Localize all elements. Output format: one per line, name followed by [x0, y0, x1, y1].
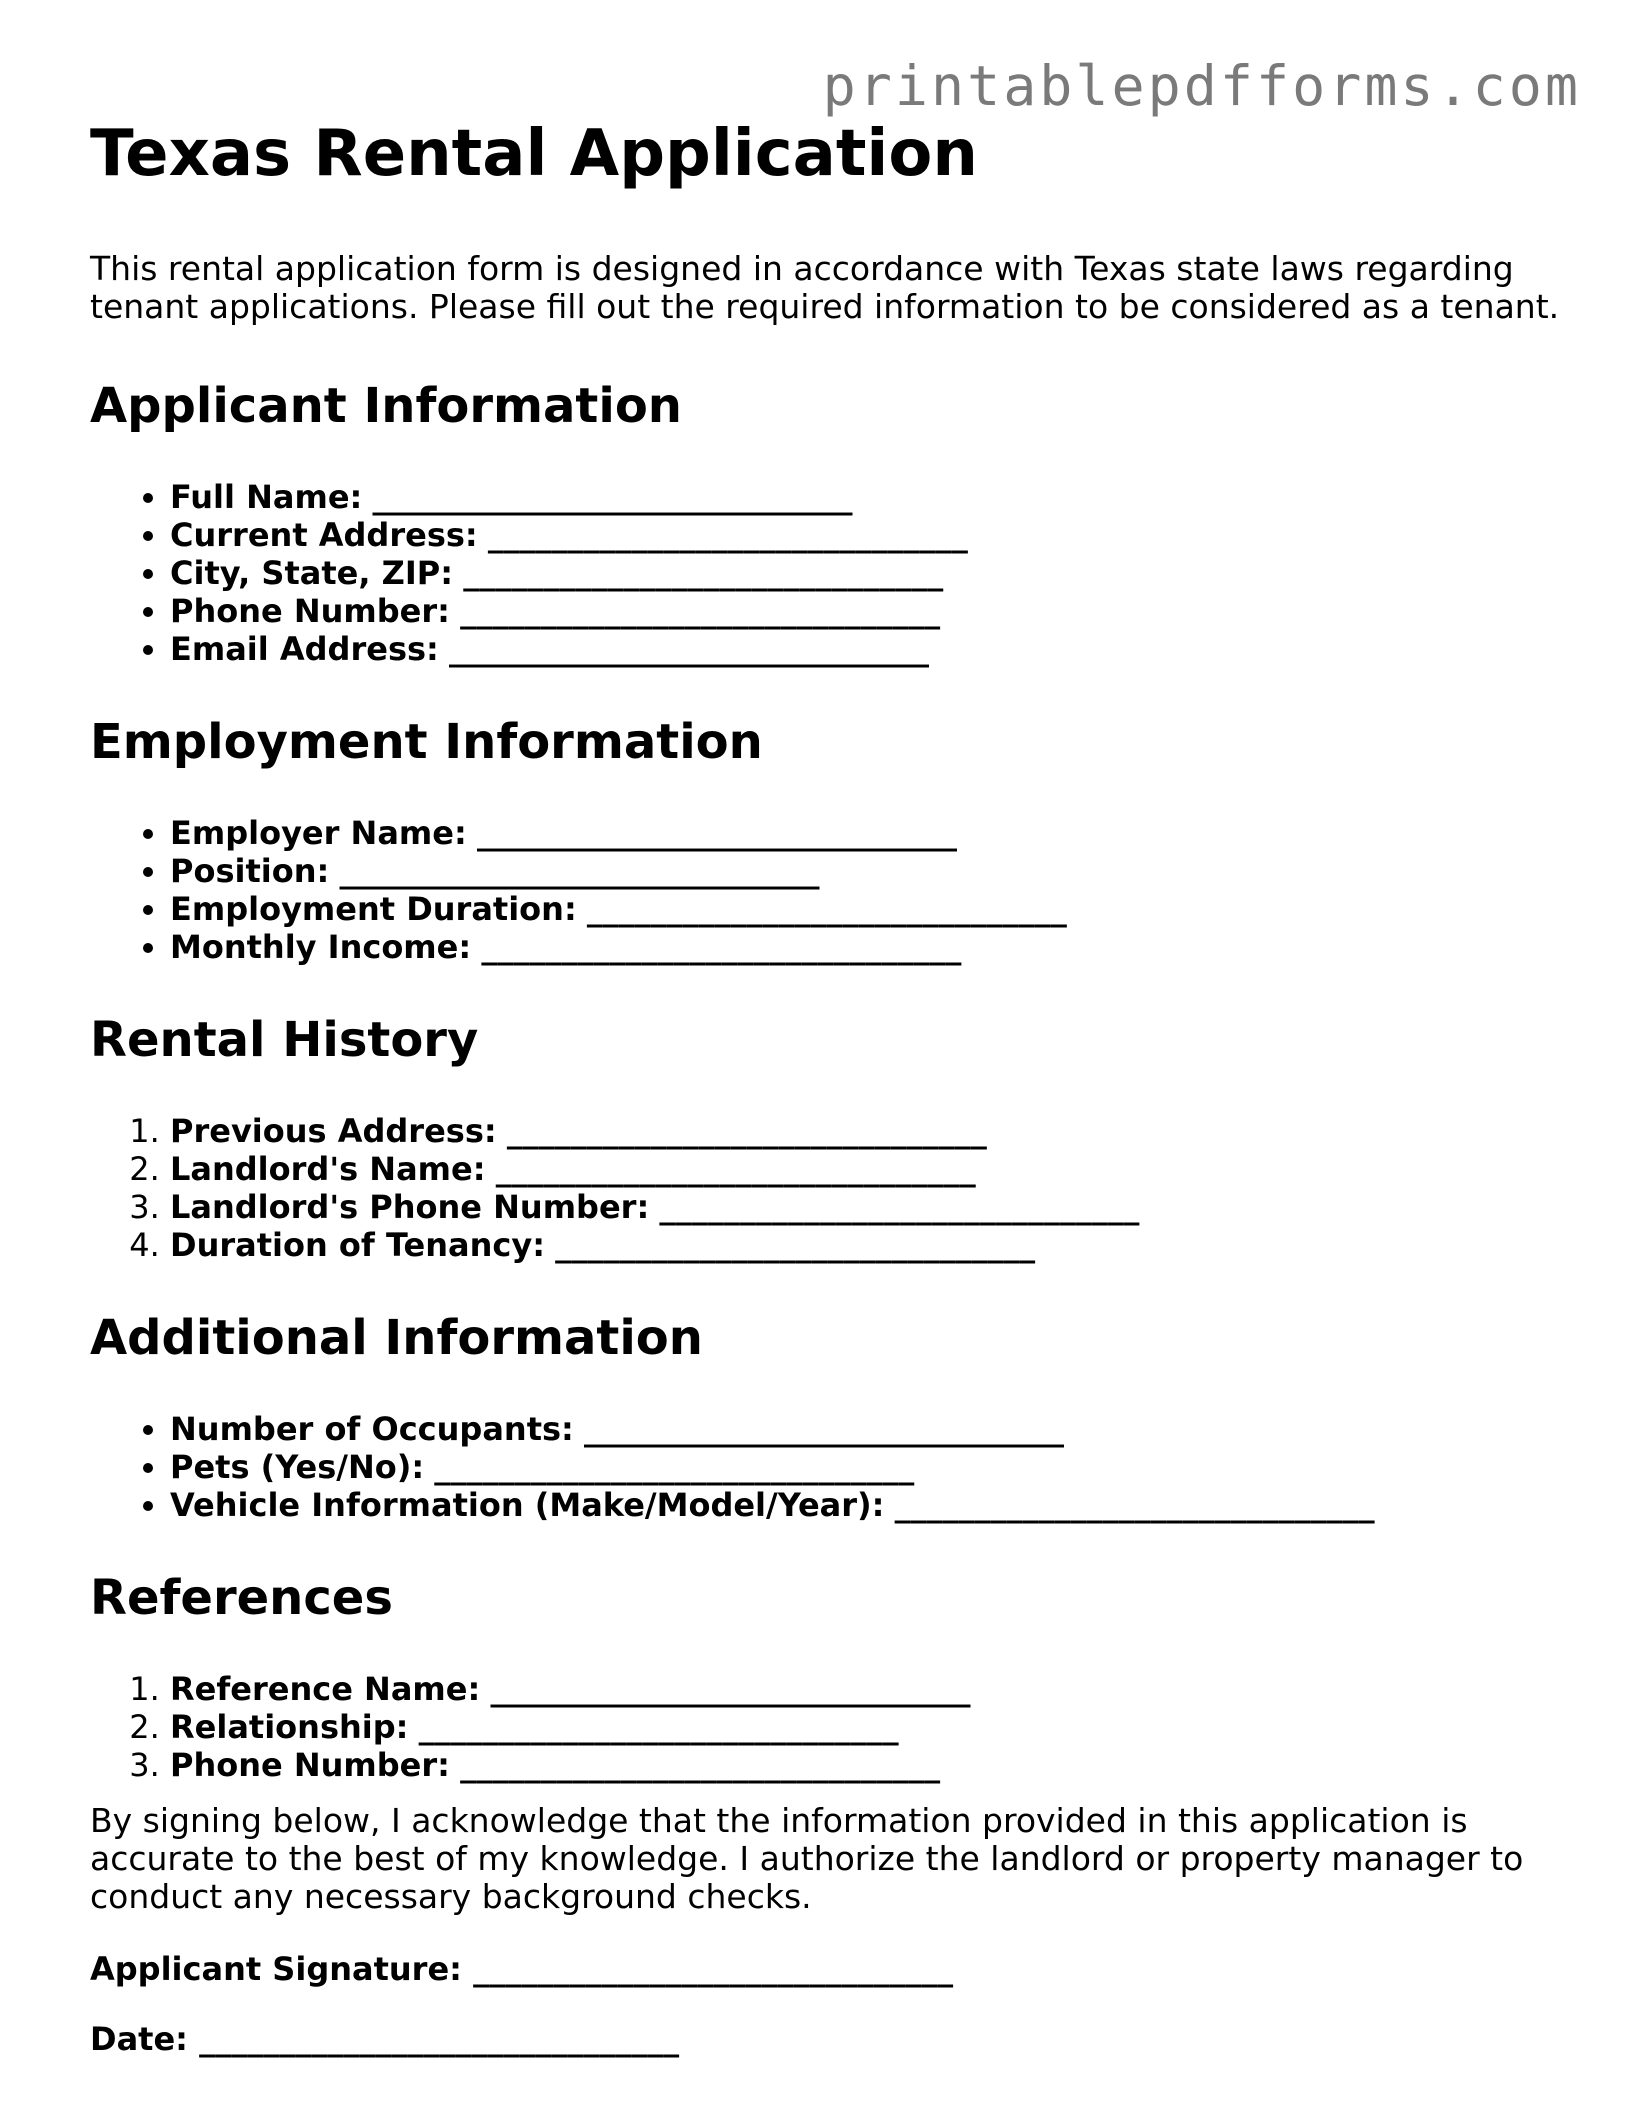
field-label: Current Address:	[170, 516, 478, 554]
fill-blank[interactable]: ______________________________	[339, 852, 820, 890]
fill-blank[interactable]: ______________________________	[586, 890, 1067, 928]
list-item	[170, 852, 1570, 890]
field-label: Employer Name:	[170, 814, 467, 852]
acknowledgement-paragraph: By signing below, I acknowledge that the information provided in this application is accurate to the best of my knowledge. I authorize the landlord or property manager to conduct any necessary background checks.	[90, 1801, 1524, 1916]
list-item	[170, 1112, 1570, 1150]
field-label: Email Address:	[170, 630, 439, 668]
date-blank[interactable]: ______________________________	[199, 2020, 680, 2058]
list-item	[170, 1708, 1570, 1746]
additional-heading: Additional Information	[90, 1310, 703, 1366]
applicant-heading: Applicant Information	[90, 378, 682, 434]
fill-blank[interactable]: ______________________________	[584, 1410, 1064, 1448]
list-item	[170, 890, 1570, 928]
list-item	[170, 814, 1570, 852]
list-item	[170, 554, 1570, 592]
fill-blank[interactable]: ______________________________	[418, 1708, 899, 1746]
field-label: City, State, ZIP:	[170, 554, 454, 592]
list-item	[170, 1188, 1570, 1226]
field-label: Position:	[170, 852, 330, 890]
list-item	[170, 1226, 1570, 1264]
field-label: Vehicle Information (Make/Model/Year):	[170, 1486, 885, 1524]
list-item	[170, 592, 1570, 630]
list-item	[170, 1150, 1570, 1188]
field-label: Monthly Income:	[170, 928, 472, 966]
list-item	[170, 1410, 1570, 1448]
document-page	[90, 110, 1570, 2058]
list-item	[170, 1448, 1570, 1486]
field-label: Full Name:	[170, 478, 363, 516]
fill-blank[interactable]: ______________________________	[476, 814, 957, 852]
signature-blank[interactable]: ______________________________	[473, 1950, 954, 1988]
references-list	[90, 1670, 1570, 1784]
fill-blank[interactable]: ______________________________	[487, 516, 968, 554]
date-line	[90, 2020, 1570, 2058]
fill-blank[interactable]: ______________________________	[460, 1746, 941, 1784]
fill-blank[interactable]: ______________________________	[372, 478, 853, 516]
field-label: Landlord's Phone Number:	[170, 1188, 650, 1226]
field-label: Number of Occupants:	[170, 1410, 574, 1448]
field-label: Phone Number:	[170, 592, 450, 630]
fill-blank[interactable]: ______________________________	[555, 1226, 1036, 1264]
list-item	[170, 478, 1570, 516]
rental-history-heading: Rental History	[90, 1012, 479, 1068]
signature-line	[90, 1950, 1570, 1988]
list-item	[170, 1486, 1570, 1524]
fill-blank[interactable]: ______________________________	[460, 592, 941, 630]
field-label: Phone Number:	[170, 1746, 450, 1784]
fill-blank[interactable]: ______________________________	[449, 630, 929, 668]
field-label: Pets (Yes/No):	[170, 1448, 425, 1486]
list-item	[170, 516, 1570, 554]
rental-history-list	[90, 1112, 1570, 1264]
field-label: Landlord's Name:	[170, 1150, 486, 1188]
watermark: printablepdfforms.com	[822, 54, 1581, 118]
fill-blank[interactable]: ______________________________	[481, 928, 962, 966]
fill-blank[interactable]: ______________________________	[434, 1448, 915, 1486]
employment-heading: Employment Information	[90, 714, 763, 770]
fill-blank[interactable]: ______________________________	[894, 1486, 1375, 1524]
employment-list	[90, 814, 1570, 966]
field-label: Duration of Tenancy:	[170, 1226, 545, 1264]
date-label: Date:	[90, 2020, 188, 2058]
list-item	[170, 1670, 1570, 1708]
fill-blank[interactable]: ______________________________	[506, 1112, 987, 1150]
references-heading: References	[90, 1570, 393, 1626]
additional-list	[90, 1410, 1570, 1524]
field-label: Employment Duration:	[170, 890, 577, 928]
fill-blank[interactable]: ______________________________	[490, 1670, 971, 1708]
list-item	[170, 928, 1570, 966]
field-label: Previous Address:	[170, 1112, 497, 1150]
list-item	[170, 1746, 1570, 1784]
fill-blank[interactable]: ______________________________	[495, 1150, 976, 1188]
page-title: Texas Rental Application	[90, 117, 978, 191]
applicant-list	[90, 478, 1570, 668]
field-label: Relationship:	[170, 1708, 409, 1746]
fill-blank[interactable]: ______________________________	[463, 554, 944, 592]
signature-label: Applicant Signature:	[90, 1950, 462, 1988]
list-item	[170, 630, 1570, 668]
fill-blank[interactable]: ______________________________	[659, 1188, 1140, 1226]
field-label: Reference Name:	[170, 1670, 481, 1708]
intro-paragraph: This rental application form is designed in accordance with Texas state laws regarding tenant applications. Please fill out the required information to be considered as a tenant.	[90, 249, 1560, 326]
